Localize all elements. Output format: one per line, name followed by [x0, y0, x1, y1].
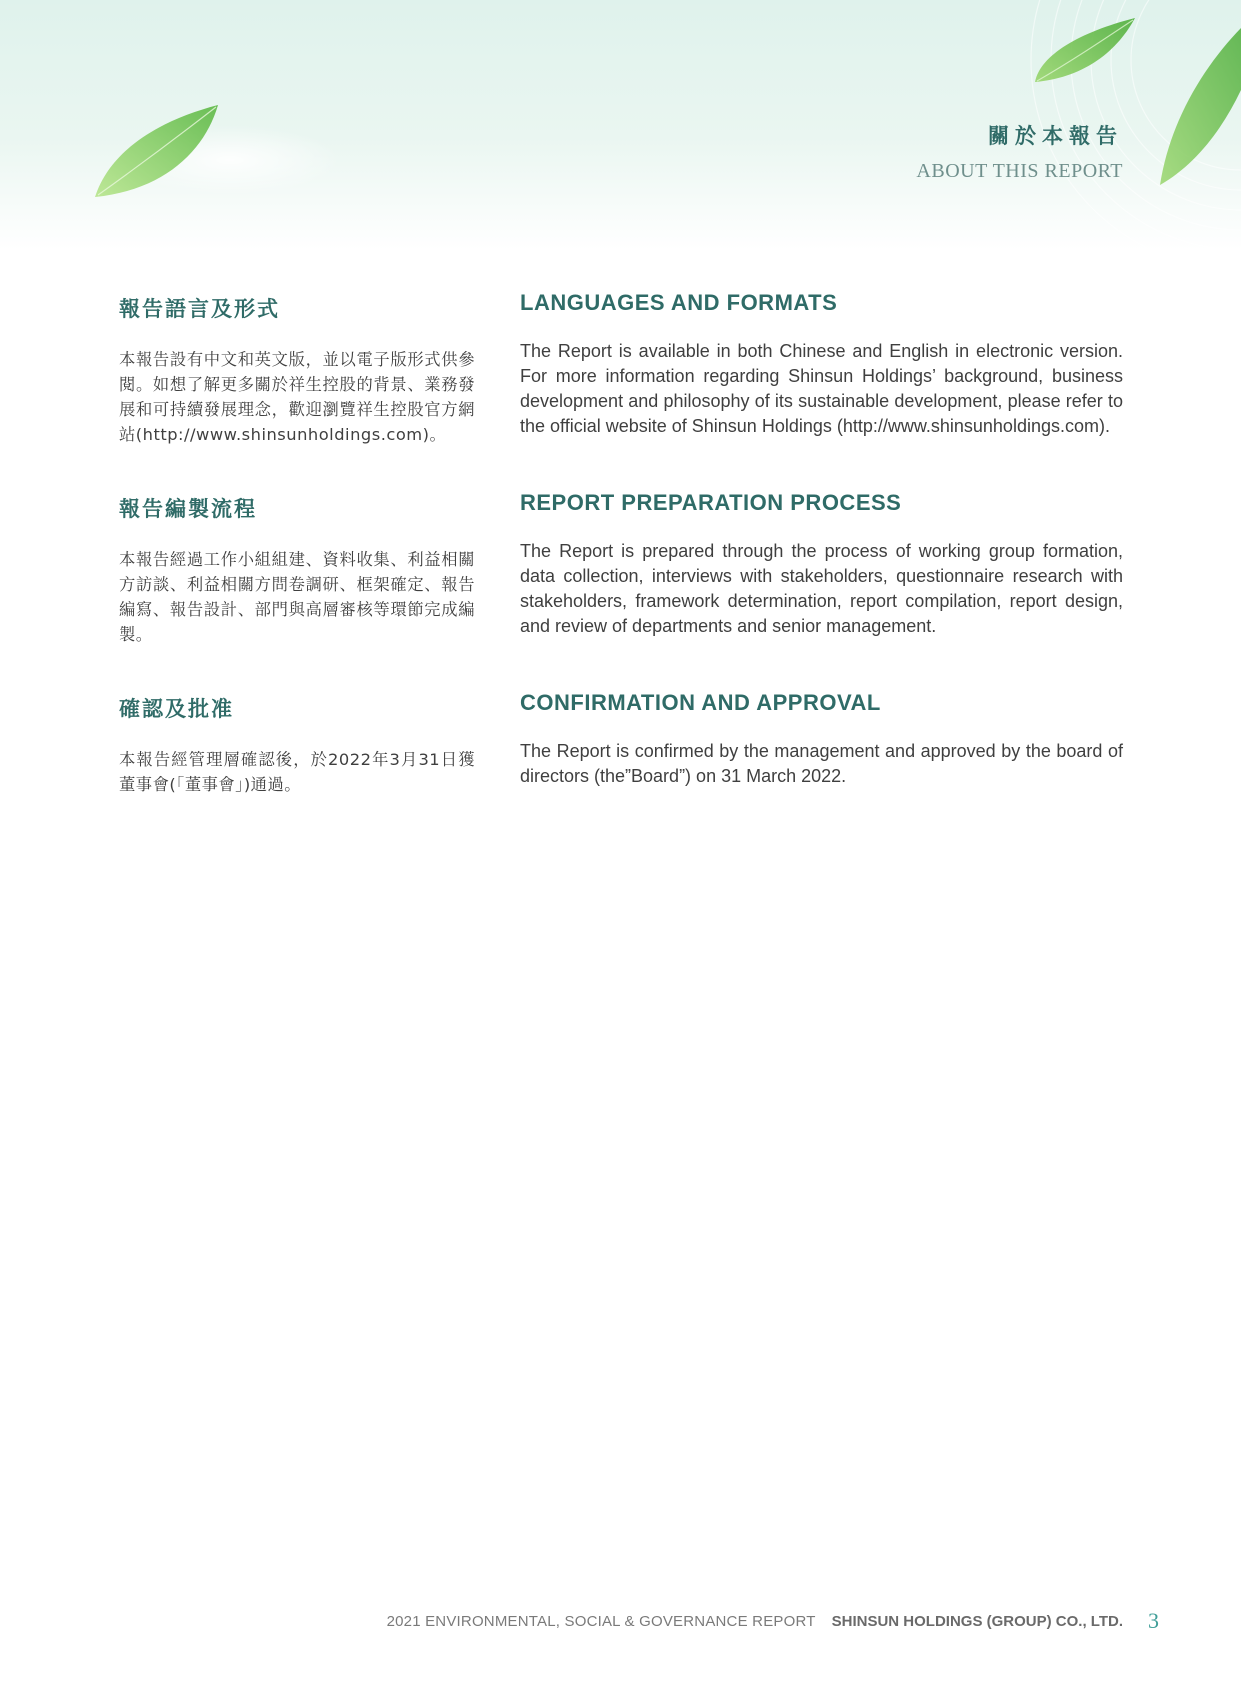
- section-body-cn: 本報告設有中文和英文版，並以電子版形式供參閱。如想了解更多關於祥生控股的背景、業務發展和可持續發展理念，歡迎瀏覽祥生控股官方網站(http://www.shinsunholdings.com)。: [119, 350, 475, 444]
- footer-report-name: 2021 ENVIRONMENTAL, SOCIAL & GOVERNANCE REPORT: [386, 1613, 816, 1630]
- header-title-en: ABOUT THIS REPORT: [916, 160, 1123, 182]
- section-body-cn: 本報告經過工作小組組建、資料收集、利益相關方訪談、利益相關方問卷調研、框架確定、報告編寫、報告設計、部門與高層審核等環節完成編製。: [119, 550, 475, 644]
- section-heading-en: REPORT PREPARATION PROCESS: [520, 490, 902, 515]
- section-approval-cn: [119, 693, 475, 797]
- page-header-title: [916, 120, 1123, 183]
- section-languages-cn: [119, 293, 475, 447]
- page-footer: [387, 1613, 1123, 1637]
- header-title-cn: 關於本報告: [988, 123, 1123, 148]
- section-heading-en: LANGUAGES AND FORMATS: [520, 290, 838, 315]
- section-body-en: The Report is available in both Chinese and English in electronic version. For more information regarding Shinsun Holdings’ background, business development and philosophy of its sustainable development, please refer to the official website of Shinsun Holdings (http://www.shinsunholdings.com).: [520, 341, 1123, 436]
- section-preparation-en: [520, 490, 1123, 639]
- leaf-edge-right: [1160, 28, 1241, 185]
- section-heading-en: CONFIRMATION AND APPROVAL: [520, 690, 881, 715]
- section-heading-cn: 報告編製流程: [119, 497, 257, 521]
- section-preparation-cn: [119, 493, 475, 647]
- page-number: 3: [1148, 1608, 1159, 1633]
- section-body-en: The Report is confirmed by the management and approved by the board of directors (the”Board”) on 31 March 2022.: [520, 741, 1123, 786]
- section-heading-cn: 報告語言及形式: [119, 297, 280, 321]
- section-heading-cn: 確認及批准: [119, 697, 234, 721]
- section-languages-en: [520, 290, 1123, 439]
- leaf-top-right: [1035, 18, 1135, 82]
- section-approval-en: [520, 690, 1123, 789]
- footer-company-name: SHINSUN HOLDINGS (GROUP) CO., LTD.: [831, 1613, 1123, 1630]
- section-body-cn: 本報告經管理層確認後，於2022年3月31日獲董事會(「董事會」)通過。: [119, 750, 475, 794]
- header-band: [0, 0, 1241, 250]
- section-body-en: The Report is prepared through the process of working group formation, data collection, interviews with stakeholders, questionnaire research with stakeholders, framework determination, report compilation, report design, and review of departments and senior management.: [520, 541, 1123, 636]
